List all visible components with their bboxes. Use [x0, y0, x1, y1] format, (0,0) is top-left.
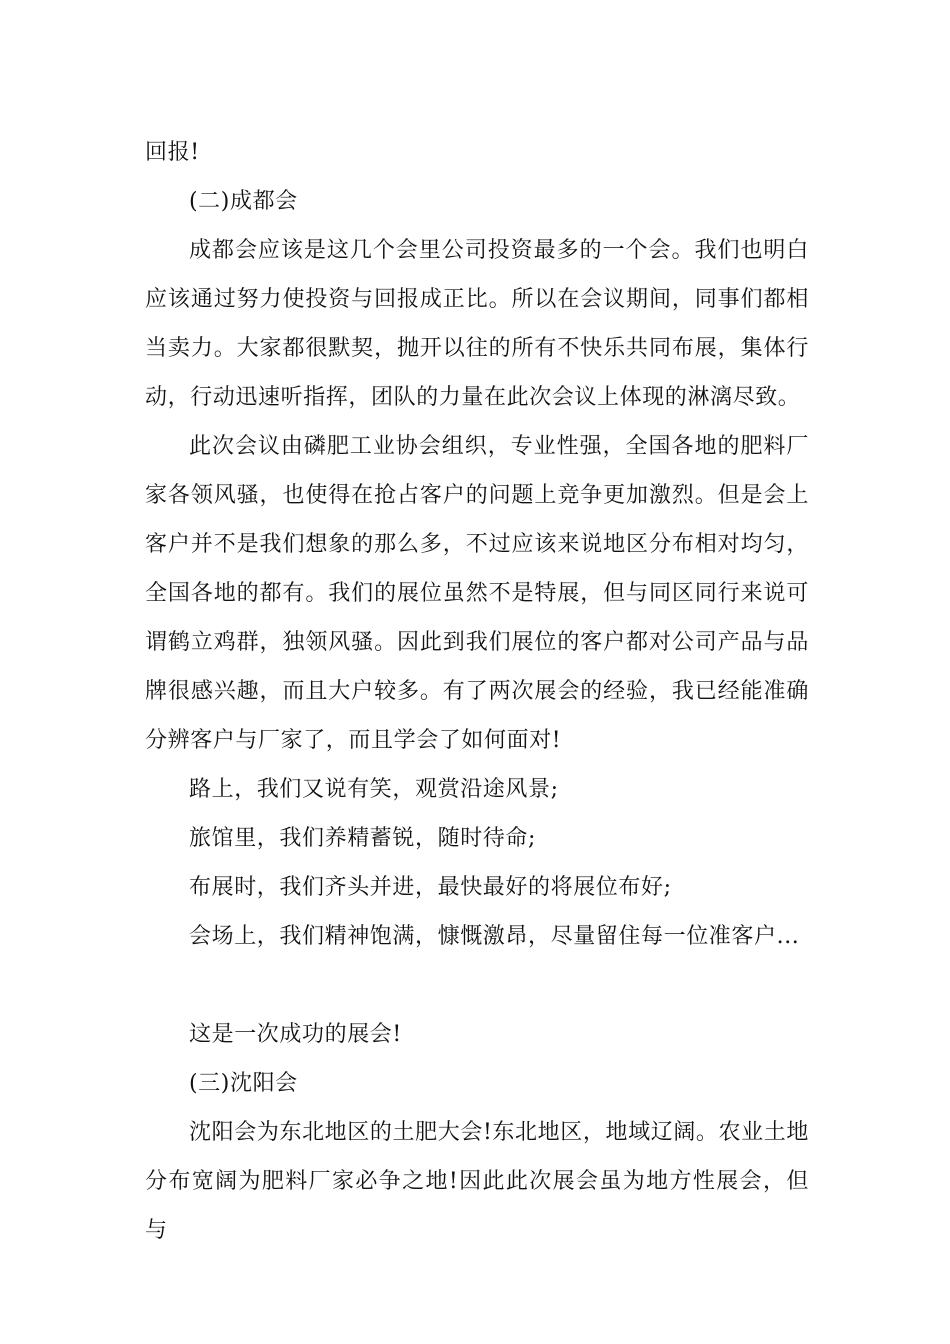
blank-line [145, 961, 809, 1010]
verse-line-road: 路上，我们又说有笑，观赏沿途风景; [189, 777, 559, 802]
paragraph-continuation: 回报! [145, 140, 200, 165]
verse-line-setup: 布展时，我们齐头并进，最快最好的将展位布好; [189, 875, 672, 900]
section-heading-chengdu: (二)成都会 [189, 189, 298, 214]
verse-line-venue: 会场上，我们精神饱满，慷慨激昂，尽量留住每一位准客户... [189, 924, 800, 949]
body-text [145, 128, 809, 1255]
section-heading-shenyang: (三)沈阳会 [189, 1071, 298, 1096]
paragraph-success: 这是一次成功的展会! [189, 1022, 402, 1047]
paragraph-shenyang-intro: 沈阳会为东北地区的土肥大会!东北地区，地域辽阔。农业土地分布宽阔为肥料厂家必争之地!因此此次展会虽为地方性展会，但与 [145, 1120, 809, 1243]
verse-line-hotel: 旅馆里，我们养精蓄锐，随时待命; [189, 826, 537, 851]
paragraph-chengdu-intro: 成都会应该是这几个会里公司投资最多的一个会。我们也明白应该通过努力使投资与回报成正比。所以在会议期间，同事们都相当卖力。大家都很默契，抛开以往的所有不快乐共同布展，集体行动，行动迅速听指挥，团队的力量在此次会议上体现的淋漓尽致。 [145, 238, 809, 410]
paragraph-chengdu-detail: 此次会议由磷肥工业协会组织，专业性强，全国各地的肥料厂家各领风骚，也使得在抢占客户的问题上竞争更加激烈。但是会上客户并不是我们想象的那么多，不过应该来说地区分布相对均匀，全国各地的都有。我们的展位虽然不是特展，但与同区同行来说可谓鹤立鸡群，独领风骚。因此到我们展位的客户都对公司产品与品牌很感兴趣，而且大户较多。有了两次展会的经验，我已经能准确分辨客户与厂家了，而且学会了如何面对! [145, 434, 809, 753]
